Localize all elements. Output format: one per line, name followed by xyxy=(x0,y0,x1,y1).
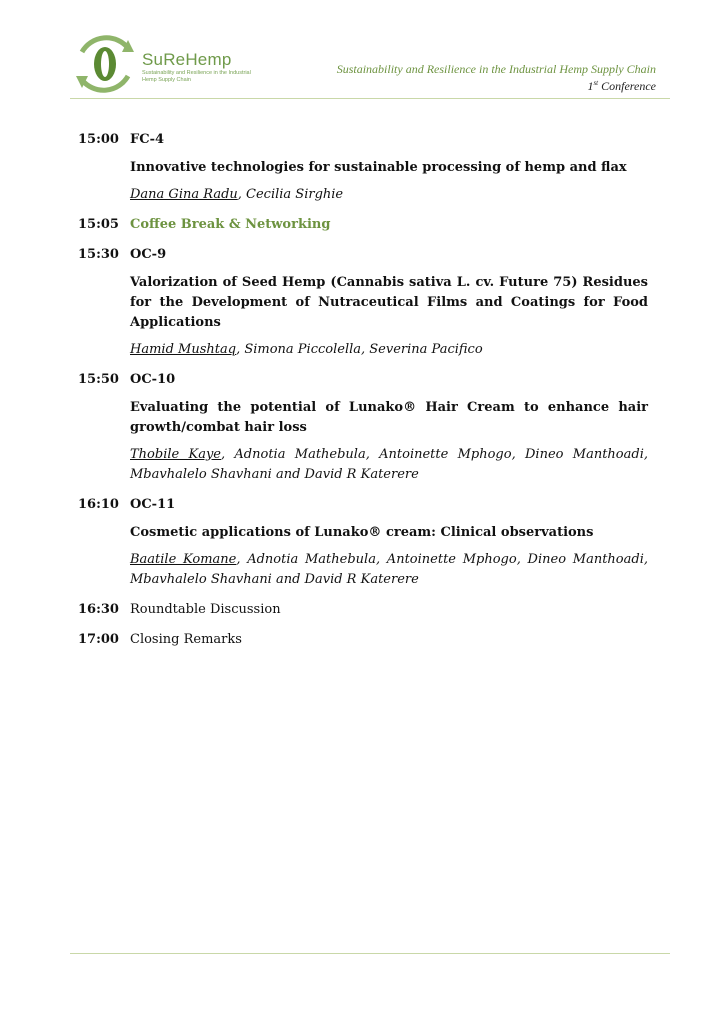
break-label: Coffee Break & Networking xyxy=(130,217,331,232)
presenter-name: Dana Gina Radu xyxy=(130,187,238,202)
session-time: 16:30 xyxy=(78,602,119,617)
program-row xyxy=(78,245,648,360)
coauthors: , Cecilia Sirghie xyxy=(237,187,344,202)
coauthors: , Simona Piccolella, Severina Pacifico xyxy=(236,342,483,357)
talk-title: Innovative technologies for sustainable processing of hemp and flax xyxy=(130,160,627,175)
program-row xyxy=(78,130,648,205)
conference-ordinal: 1 xyxy=(587,79,594,93)
session-time: 17:00 xyxy=(78,632,119,647)
closing-remarks-label: Closing Remarks xyxy=(130,632,242,647)
conference-ordinal-suffix: st xyxy=(593,79,599,87)
session-content xyxy=(130,245,648,360)
conference-label: Conference xyxy=(601,79,656,93)
talk-title: Evaluating the potential of Lunako® Hair Cream to enhance hair growth/combat hair loss xyxy=(130,400,648,435)
session-time: 15:00 xyxy=(78,132,119,147)
conference-title: Sustainability and Resilience in the Industrial Hemp Supply Chain xyxy=(336,62,656,76)
session-code: FC-4 xyxy=(130,132,165,147)
conference-heading xyxy=(337,62,656,93)
session-content xyxy=(130,495,648,590)
talk-authors xyxy=(130,185,648,205)
conference-edition xyxy=(337,76,656,93)
session-code: OC-11 xyxy=(130,497,176,512)
presenter-name: Thobile Kaye xyxy=(130,447,221,462)
session-code: OC-9 xyxy=(130,247,167,262)
session-code: OC-10 xyxy=(130,372,176,387)
program-row xyxy=(78,600,648,620)
footer-divider xyxy=(70,953,670,954)
coauthors: , Adnotia Mathebula, Antoinette Mphogo, Dineo Manthoadi, Mbavhalelo Shavhani and David R Katerere xyxy=(130,552,648,587)
session-time: 15:05 xyxy=(78,217,119,232)
program-row xyxy=(78,630,648,650)
session-time: 15:50 xyxy=(78,372,119,387)
logo-subtitle: Sustainability and Resilience in the Industrial Hemp Supply Chain xyxy=(142,70,251,83)
coauthors: , Adnotia Mathebula, Antoinette Mphogo, Dineo Manthoadi, Mbavhalelo Shavhani and David R Katerere xyxy=(130,447,648,482)
program-row xyxy=(78,495,648,590)
session-time: 16:10 xyxy=(78,497,119,512)
presenter-name: Baatile Komane xyxy=(130,552,237,567)
session-content xyxy=(130,130,648,205)
header-divider xyxy=(70,98,670,99)
hemp-seed-logo-icon xyxy=(70,30,140,98)
talk-authors xyxy=(130,550,648,590)
page-header xyxy=(0,0,724,100)
talk-authors xyxy=(130,445,648,485)
surehemp-logo xyxy=(70,30,250,98)
talk-title: Cosmetic applications of Lunako® cream: Clinical observations xyxy=(130,525,594,540)
talk-authors xyxy=(130,340,648,360)
program-schedule xyxy=(78,130,648,660)
roundtable-label: Roundtable Discussion xyxy=(130,602,281,617)
logo-wordmark: SuReHemp xyxy=(142,50,232,69)
presenter-name: Hamid Mushtaq xyxy=(130,342,237,357)
program-row xyxy=(78,370,648,485)
session-content xyxy=(130,370,648,485)
session-time: 15:30 xyxy=(78,247,119,262)
program-row xyxy=(78,215,648,235)
talk-title: Valorization of Seed Hemp (Cannabis sativa L. cv. Future 75) Residues for the Development of Nutraceutical Films and Coatings for Food Applications xyxy=(130,275,648,330)
